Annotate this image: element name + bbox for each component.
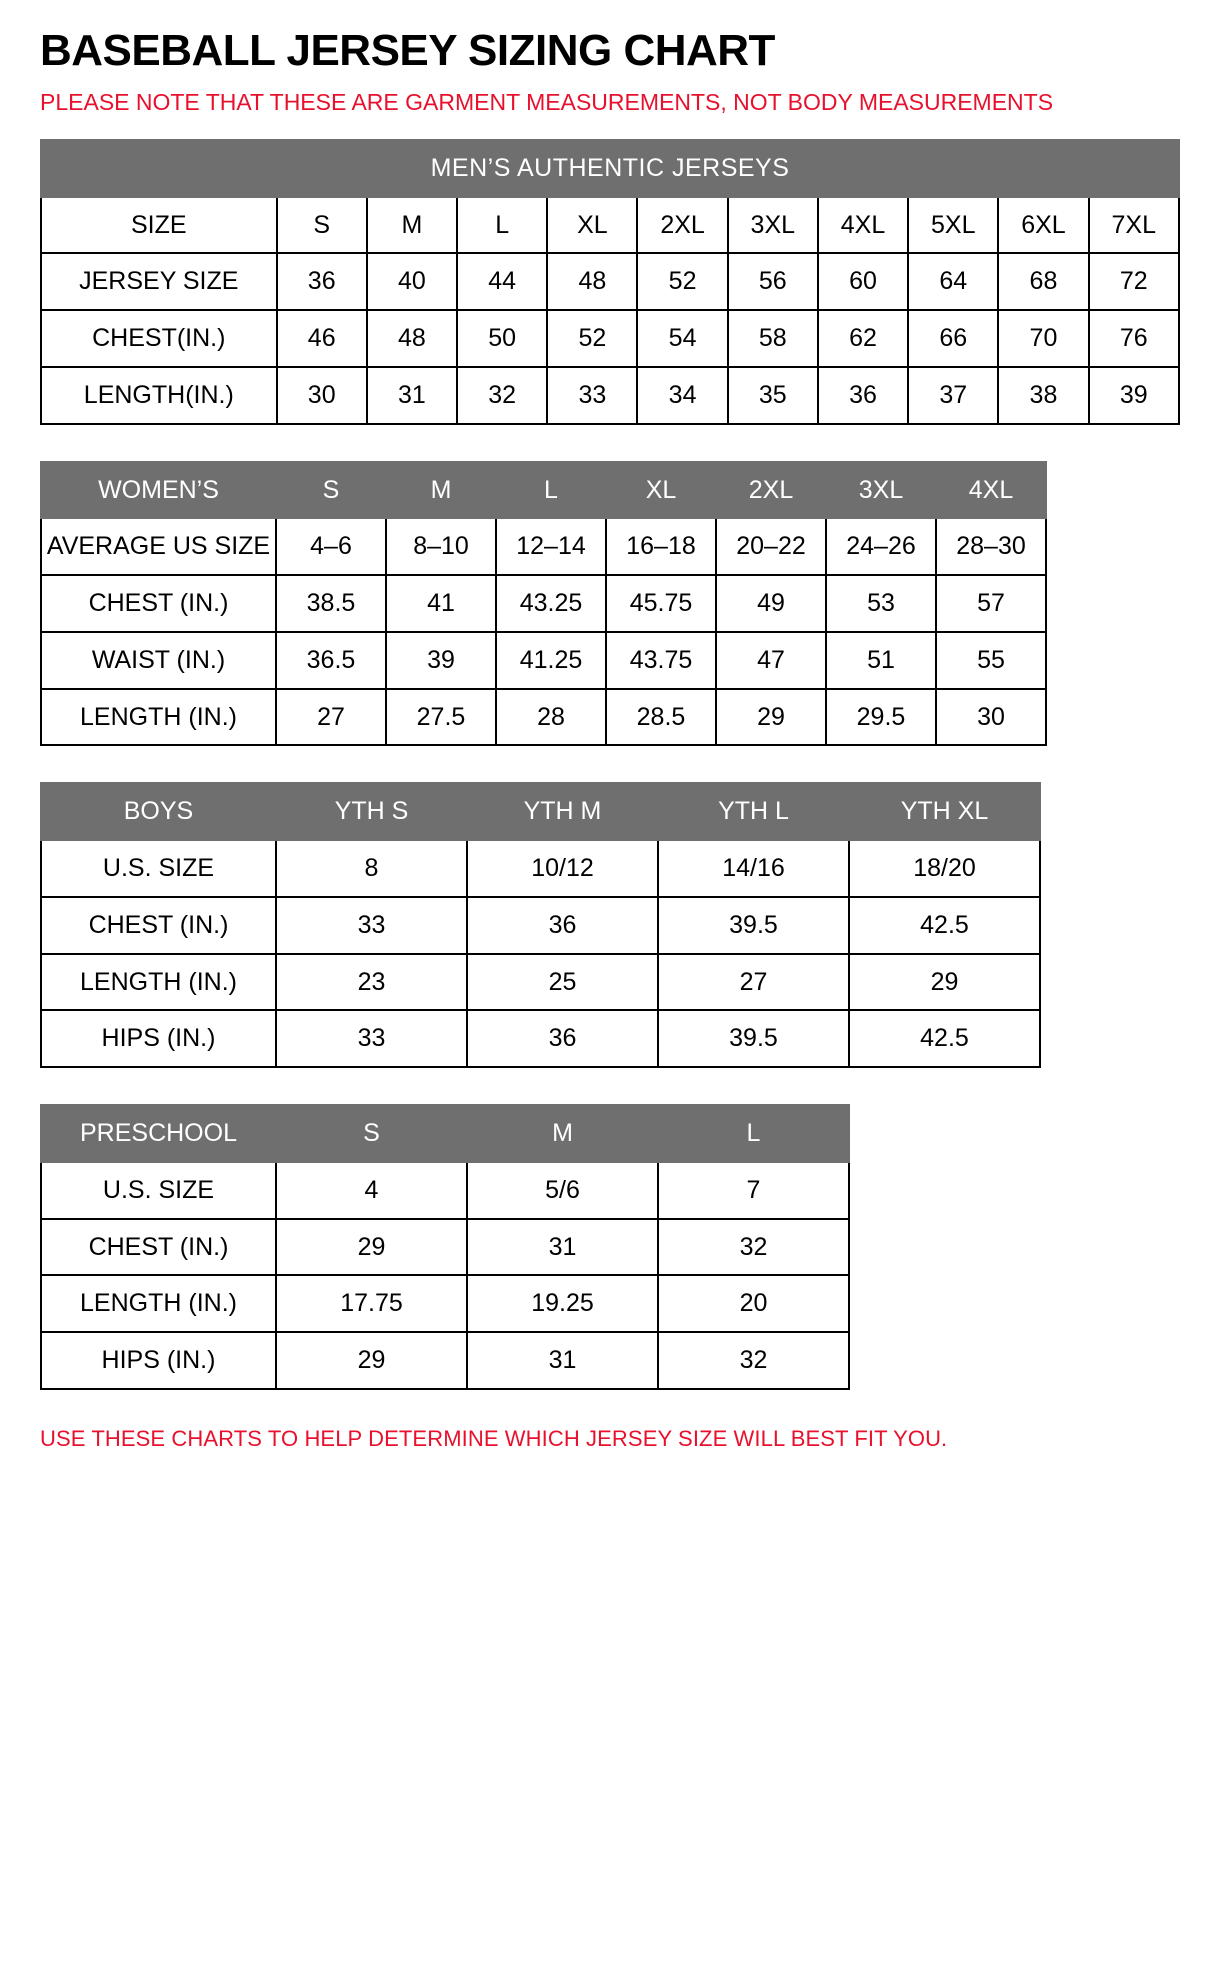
table-row — [41, 310, 1179, 367]
row-label: CHEST (IN.) — [41, 897, 276, 954]
womens-label: WOMEN’S — [41, 462, 276, 519]
mens-size-label: SIZE — [41, 197, 277, 254]
table-cell: 31 — [467, 1332, 658, 1389]
table-cell: 33 — [276, 897, 467, 954]
table-cell: 43.75 — [606, 632, 716, 689]
table-cell: 58 — [728, 310, 818, 367]
preschool-sizing-table — [40, 1104, 850, 1390]
table-cell: 10/12 — [467, 840, 658, 897]
table-cell: 32 — [658, 1332, 849, 1389]
mens-size-cell: 2XL — [637, 197, 727, 254]
row-label: HIPS (IN.) — [41, 1010, 276, 1067]
table-cell: 38.5 — [276, 575, 386, 632]
table-cell: 39.5 — [658, 1010, 849, 1067]
boys-size-cell: YTH L — [658, 783, 849, 840]
mens-size-cell: L — [457, 197, 547, 254]
page-title: BASEBALL JERSEY SIZING CHART — [40, 26, 775, 75]
table-cell: 36 — [467, 897, 658, 954]
boys-size-cell: YTH S — [276, 783, 467, 840]
table-cell: 7 — [658, 1162, 849, 1219]
boys-label: BOYS — [41, 783, 276, 840]
table-cell: 25 — [467, 954, 658, 1011]
footer-note: USE THESE CHARTS TO HELP DETERMINE WHICH JERSEY SIZE WILL BEST FIT YOU. — [40, 1425, 948, 1451]
boys-header-row — [41, 783, 1040, 840]
table-cell: 47 — [716, 632, 826, 689]
table-cell: 23 — [276, 954, 467, 1011]
preschool-size-cell: L — [658, 1105, 849, 1162]
table-row — [41, 840, 1040, 897]
table-cell: 4 — [276, 1162, 467, 1219]
table-cell: 72 — [1089, 253, 1179, 310]
table-cell: 36 — [467, 1010, 658, 1067]
table-cell: 60 — [818, 253, 908, 310]
table-cell: 28–30 — [936, 518, 1046, 575]
table-cell: 62 — [818, 310, 908, 367]
table-cell: 4–6 — [276, 518, 386, 575]
table-cell: 36 — [818, 367, 908, 424]
table-cell: 48 — [367, 310, 457, 367]
row-label: WAIST (IN.) — [41, 632, 276, 689]
table-cell: 76 — [1089, 310, 1179, 367]
table-cell: 8 — [276, 840, 467, 897]
row-label: LENGTH (IN.) — [41, 689, 276, 746]
womens-size-cell: 4XL — [936, 462, 1046, 519]
table-cell: 54 — [637, 310, 727, 367]
row-label: CHEST(IN.) — [41, 310, 277, 367]
table-row — [41, 518, 1046, 575]
mens-size-header-row — [41, 197, 1179, 254]
table-cell: 33 — [276, 1010, 467, 1067]
table-cell: 14/16 — [658, 840, 849, 897]
table-cell: 36.5 — [276, 632, 386, 689]
table-cell: 12–14 — [496, 518, 606, 575]
table-cell: 39 — [386, 632, 496, 689]
table-cell: 41.25 — [496, 632, 606, 689]
table-row — [41, 1332, 849, 1389]
table-cell: 42.5 — [849, 1010, 1040, 1067]
row-label: U.S. SIZE — [41, 840, 276, 897]
mens-size-cell: 5XL — [908, 197, 998, 254]
table-row — [41, 954, 1040, 1011]
preschool-header-row — [41, 1105, 849, 1162]
row-label: JERSEY SIZE — [41, 253, 277, 310]
table-cell: 35 — [728, 367, 818, 424]
table-cell: 52 — [547, 310, 637, 367]
table-cell: 46 — [277, 310, 367, 367]
mens-size-cell: 6XL — [998, 197, 1088, 254]
sizing-chart-page — [40, 28, 1180, 1482]
table-cell: 20–22 — [716, 518, 826, 575]
womens-size-cell: 2XL — [716, 462, 826, 519]
table-cell: 28 — [496, 689, 606, 746]
mens-banner-row — [41, 140, 1179, 197]
table-cell: 41 — [386, 575, 496, 632]
table-cell: 38 — [998, 367, 1088, 424]
table-cell: 57 — [936, 575, 1046, 632]
row-label: U.S. SIZE — [41, 1162, 276, 1219]
table-cell: 29.5 — [826, 689, 936, 746]
womens-size-cell: 3XL — [826, 462, 936, 519]
boys-size-cell: YTH M — [467, 783, 658, 840]
table-row — [41, 632, 1046, 689]
table-cell: 18/20 — [849, 840, 1040, 897]
table-cell: 19.25 — [467, 1275, 658, 1332]
table-cell: 32 — [658, 1219, 849, 1276]
preschool-size-cell: S — [276, 1105, 467, 1162]
table-row — [41, 1219, 849, 1276]
table-cell: 27.5 — [386, 689, 496, 746]
row-label: AVERAGE US SIZE — [41, 518, 276, 575]
table-cell: 29 — [849, 954, 1040, 1011]
table-cell: 48 — [547, 253, 637, 310]
table-cell: 28.5 — [606, 689, 716, 746]
table-row — [41, 1162, 849, 1219]
table-row — [41, 367, 1179, 424]
table-row — [41, 689, 1046, 746]
table-cell: 39.5 — [658, 897, 849, 954]
table-row — [41, 1010, 1040, 1067]
table-cell: 45.75 — [606, 575, 716, 632]
table-cell: 56 — [728, 253, 818, 310]
womens-size-cell: M — [386, 462, 496, 519]
table-cell: 70 — [998, 310, 1088, 367]
table-cell: 16–18 — [606, 518, 716, 575]
table-cell: 33 — [547, 367, 637, 424]
mens-size-cell: 4XL — [818, 197, 908, 254]
table-cell: 43.25 — [496, 575, 606, 632]
womens-sizing-table — [40, 461, 1047, 747]
table-cell: 52 — [637, 253, 727, 310]
preschool-label: PRESCHOOL — [41, 1105, 276, 1162]
table-cell: 66 — [908, 310, 998, 367]
table-cell: 29 — [276, 1219, 467, 1276]
row-label: CHEST (IN.) — [41, 575, 276, 632]
row-label: CHEST (IN.) — [41, 1219, 276, 1276]
table-cell: 29 — [716, 689, 826, 746]
table-row — [41, 897, 1040, 954]
table-cell: 34 — [637, 367, 727, 424]
table-row — [41, 253, 1179, 310]
row-label: HIPS (IN.) — [41, 1332, 276, 1389]
table-row — [41, 575, 1046, 632]
table-cell: 8–10 — [386, 518, 496, 575]
table-cell: 30 — [936, 689, 1046, 746]
table-cell: 5/6 — [467, 1162, 658, 1219]
mens-size-cell: S — [277, 197, 367, 254]
womens-size-cell: L — [496, 462, 606, 519]
womens-header-row — [41, 462, 1046, 519]
mens-size-cell: 7XL — [1089, 197, 1179, 254]
table-cell: 27 — [658, 954, 849, 1011]
table-cell: 49 — [716, 575, 826, 632]
mens-size-cell: 3XL — [728, 197, 818, 254]
row-label: LENGTH (IN.) — [41, 1275, 276, 1332]
table-cell: 36 — [277, 253, 367, 310]
womens-size-cell: S — [276, 462, 386, 519]
row-label: LENGTH (IN.) — [41, 954, 276, 1011]
table-cell: 42.5 — [849, 897, 1040, 954]
womens-size-cell: XL — [606, 462, 716, 519]
table-cell: 24–26 — [826, 518, 936, 575]
table-cell: 53 — [826, 575, 936, 632]
table-cell: 55 — [936, 632, 1046, 689]
table-cell: 20 — [658, 1275, 849, 1332]
table-cell: 27 — [276, 689, 386, 746]
table-cell: 29 — [276, 1332, 467, 1389]
mens-size-cell: XL — [547, 197, 637, 254]
table-cell: 31 — [467, 1219, 658, 1276]
table-cell: 31 — [367, 367, 457, 424]
table-cell: 37 — [908, 367, 998, 424]
row-label: LENGTH(IN.) — [41, 367, 277, 424]
table-cell: 30 — [277, 367, 367, 424]
table-cell: 39 — [1089, 367, 1179, 424]
mens-sizing-table — [40, 139, 1180, 425]
table-cell: 68 — [998, 253, 1088, 310]
boys-size-cell: YTH XL — [849, 783, 1040, 840]
table-cell: 64 — [908, 253, 998, 310]
preschool-size-cell: M — [467, 1105, 658, 1162]
mens-size-cell: M — [367, 197, 457, 254]
table-cell: 51 — [826, 632, 936, 689]
table-cell: 50 — [457, 310, 547, 367]
table-cell: 44 — [457, 253, 547, 310]
mens-banner-title: MEN’S AUTHENTIC JERSEYS — [41, 140, 1179, 197]
measurement-note: PLEASE NOTE THAT THESE ARE GARMENT MEASUREMENTS, NOT BODY MEASUREMENTS — [40, 89, 1054, 116]
boys-sizing-table — [40, 782, 1041, 1068]
table-cell: 40 — [367, 253, 457, 310]
table-cell: 17.75 — [276, 1275, 467, 1332]
table-row — [41, 1275, 849, 1332]
table-cell: 32 — [457, 367, 547, 424]
